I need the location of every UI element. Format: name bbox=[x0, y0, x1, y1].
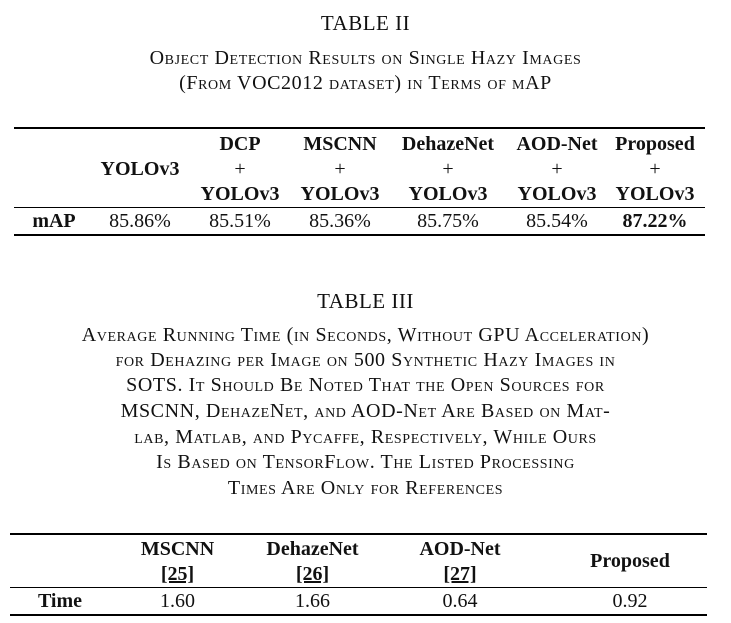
table-iii-bottom-rule bbox=[10, 614, 707, 616]
table-iii-value: 0.92 bbox=[612, 590, 648, 612]
table-iii-caption-line-7: Times Are Only for References bbox=[227, 477, 504, 499]
table-iii-col-header: DehazeNet bbox=[266, 538, 359, 560]
table-ii-col-header-top: DehazeNet bbox=[401, 133, 495, 155]
table-ii-row-label: mAP bbox=[32, 210, 76, 232]
table-iii-caption-line-2: for Dehazing per Image on 500 Synthetic Hazy Images in bbox=[115, 349, 616, 371]
table-ii-col-header-plus: + bbox=[234, 158, 246, 180]
table-ii-caption-line-2: (From VOC2012 dataset) in Terms of mAP bbox=[179, 72, 552, 94]
table-iii-row-label: Time bbox=[37, 590, 83, 612]
table-ii-col-header-plus: + bbox=[551, 158, 563, 180]
table-ii-col-header-single: YOLOv3 bbox=[100, 158, 180, 180]
table-iii-col-ref: [25] bbox=[160, 563, 195, 585]
table-iii-col-header: MSCNN bbox=[140, 538, 215, 560]
table-ii-label: TABLE II bbox=[320, 11, 411, 35]
table-ii-mid-rule bbox=[14, 207, 705, 208]
table-ii-caption-line-1: Object Detection Results on Single Hazy Images bbox=[149, 47, 582, 69]
table-ii-col-header-plus: + bbox=[334, 158, 346, 180]
table-iii-caption-line-1: Average Running Time (in Seconds, Without GPU Acceleration) bbox=[81, 324, 650, 346]
table-iii-caption-line-6: Is Based on TensorFlow. The Listed Processing bbox=[156, 451, 575, 473]
table-iii-col-header: Proposed bbox=[590, 550, 670, 572]
table-ii-col-header-bottom: YOLOv3 bbox=[517, 183, 597, 205]
table-iii-col-ref: [26] bbox=[295, 563, 330, 585]
table-ii-col-header-plus: + bbox=[649, 158, 661, 180]
table-iii-value: 1.60 bbox=[160, 590, 195, 612]
table-iii-mid-rule bbox=[10, 587, 707, 588]
table-ii-col-header-top: AOD-Net bbox=[516, 133, 598, 155]
table-iii-caption-line-5: lab, Matlab, and Pycaffe, Respectively, While Ours bbox=[134, 426, 597, 448]
table-iii-label: TABLE III bbox=[317, 289, 414, 313]
table-ii-bottom-rule bbox=[14, 234, 705, 236]
table-iii-col-ref: [27] bbox=[443, 563, 477, 585]
table-ii-col-header-bottom: YOLOv3 bbox=[408, 183, 488, 205]
table-iii-col-header: AOD-Net bbox=[419, 538, 501, 560]
table-ii-col-header-bottom: YOLOv3 bbox=[615, 183, 695, 205]
table-iii-value: 1.66 bbox=[295, 590, 330, 612]
table-ii-value: 85.86% bbox=[109, 210, 171, 232]
table-ii-col-header-top: Proposed bbox=[615, 133, 695, 155]
table-iii-top-rule bbox=[10, 533, 707, 535]
table-ii-value: 85.54% bbox=[526, 210, 588, 232]
table-ii-col-header-bottom: YOLOv3 bbox=[300, 183, 380, 205]
table-iii-caption-line-4: MSCNN, DehazeNet, and AOD-Net Are Based on Mat- bbox=[120, 400, 611, 422]
table-ii-value: 85.51% bbox=[209, 210, 271, 232]
table-ii-value-best: 87.22% bbox=[622, 210, 688, 232]
table-ii-col-header-bottom: YOLOv3 bbox=[200, 183, 280, 205]
table-ii-value: 85.36% bbox=[309, 210, 371, 232]
table-ii-col-header-top: MSCNN bbox=[303, 133, 377, 155]
table-ii-value: 85.75% bbox=[417, 210, 479, 232]
table-ii-top-rule bbox=[14, 127, 705, 129]
table-ii-col-header-plus: + bbox=[442, 158, 454, 180]
table-ii-col-header-top: DCP bbox=[219, 133, 261, 155]
table-iii-value: 0.64 bbox=[442, 590, 478, 612]
table-iii-caption-line-3: SOTS. It Should Be Noted That the Open Sources for bbox=[126, 374, 605, 396]
